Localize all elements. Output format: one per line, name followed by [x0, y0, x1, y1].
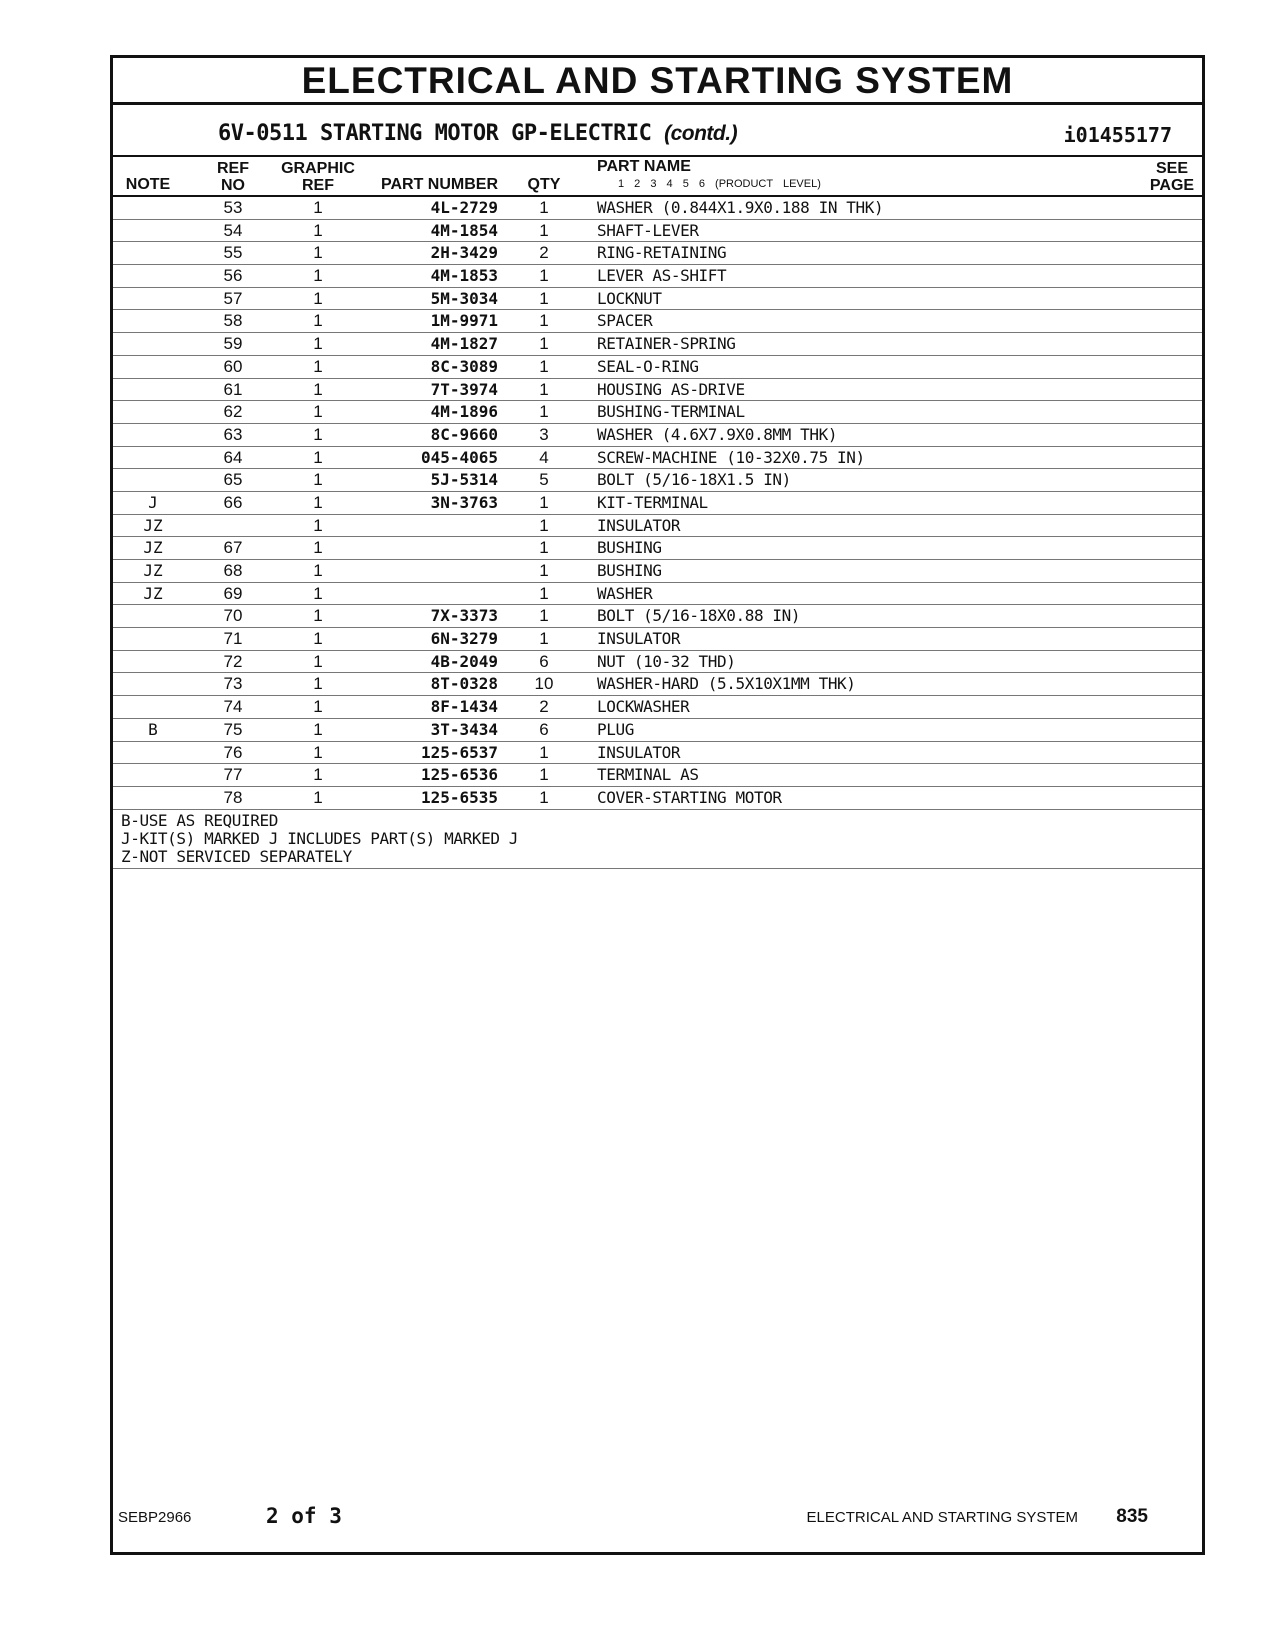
- col-see-page-line2: PAGE: [1149, 177, 1195, 194]
- row-part-name: SEAL-O-RING: [597, 356, 699, 376]
- parts-page-frame: [110, 55, 1205, 1555]
- table-row: [113, 764, 1202, 787]
- row-graphic-ref: 1: [313, 424, 323, 444]
- col-graphic-ref-line1: GRAPHIC: [281, 160, 355, 177]
- row-part-name: BOLT (5/16-18X0.88 IN): [597, 606, 801, 626]
- row-graphic-ref: 1: [313, 674, 323, 694]
- table-row: [113, 288, 1202, 311]
- row-ref-no: 61: [223, 379, 243, 399]
- row-graphic-ref: 1: [313, 538, 323, 558]
- row-part-number: 8C-3089: [430, 356, 498, 376]
- group-part-number: 6V-0511: [218, 121, 308, 146]
- table-row: [113, 583, 1202, 606]
- note-line: J-KIT(S) MARKED J INCLUDES PART(S) MARKED J: [121, 828, 519, 848]
- table-row: [113, 787, 1202, 810]
- row-graphic-ref: 1: [313, 356, 323, 376]
- row-graphic-ref: 1: [313, 719, 323, 739]
- parts-list: [113, 197, 1202, 810]
- row-ref-no: 58: [223, 311, 243, 331]
- row-note: JZ: [143, 561, 163, 580]
- row-part-name: SCREW-MACHINE (10-32X0.75 IN): [597, 447, 865, 467]
- col-ref-no-line2: NO: [221, 177, 245, 194]
- table-row: [113, 220, 1202, 243]
- row-part-number: 5J-5314: [430, 470, 498, 490]
- row-qty: 1: [539, 787, 549, 807]
- row-graphic-ref: 1: [313, 629, 323, 649]
- row-graphic-ref: 1: [313, 583, 323, 603]
- row-ref-no: 69: [223, 583, 243, 603]
- footer-page-count: 2 of 3: [266, 1504, 342, 1528]
- row-qty: 1: [539, 583, 549, 603]
- row-ref-no: 55: [223, 243, 243, 263]
- row-qty: 1: [539, 356, 549, 376]
- table-row: [113, 537, 1202, 560]
- row-part-number: 8F-1434: [430, 697, 498, 717]
- footer-doc-number: SEBP2966: [118, 1509, 192, 1526]
- note-line: B-USE AS REQUIRED: [121, 810, 278, 830]
- row-ref-no: 72: [223, 651, 243, 671]
- row-part-name: INSULATOR: [597, 629, 681, 649]
- col-part-number: PART NUMBER: [380, 176, 498, 193]
- row-part-number: 125-6537: [420, 742, 498, 762]
- row-qty: 1: [539, 198, 549, 217]
- row-part-name: INSULATOR: [597, 742, 681, 762]
- col-qty: QTY: [527, 176, 561, 193]
- row-graphic-ref: 1: [313, 765, 323, 785]
- row-part-name: LEVER AS-SHIFT: [597, 266, 727, 286]
- row-part-number: 4B-2049: [430, 651, 498, 671]
- table-row: [113, 696, 1202, 719]
- row-graphic-ref: 1: [313, 787, 323, 807]
- row-part-name: COVER-STARTING MOTOR: [597, 787, 782, 807]
- row-graphic-ref: 1: [313, 198, 323, 217]
- table-row: [113, 242, 1202, 265]
- row-qty: 3: [539, 424, 549, 444]
- column-header: [113, 157, 1202, 197]
- row-graphic-ref: 1: [313, 288, 323, 308]
- row-part-number: 045-4065: [420, 447, 498, 467]
- row-ref-no: 59: [223, 334, 243, 354]
- row-ref-no: 64: [223, 447, 243, 467]
- row-part-name: SPACER: [597, 311, 653, 331]
- row-part-number: 3T-3434: [430, 719, 498, 739]
- table-row: [113, 333, 1202, 356]
- row-ref-no: 68: [223, 561, 243, 580]
- row-ref-no: 67: [223, 538, 243, 558]
- col-ref-no-line1: REF: [217, 160, 249, 177]
- table-row: [113, 628, 1202, 651]
- row-note: J: [148, 492, 158, 512]
- row-ref-no: 75: [223, 719, 243, 739]
- row-ref-no: 57: [223, 288, 243, 308]
- table-row: [113, 742, 1202, 765]
- row-graphic-ref: 1: [313, 561, 323, 580]
- row-qty: 1: [539, 334, 549, 354]
- row-part-number: 4M-1827: [430, 334, 498, 354]
- row-ref-no: 54: [223, 220, 243, 240]
- row-qty: 1: [539, 765, 549, 785]
- row-ref-no: 76: [223, 742, 243, 762]
- row-graphic-ref: 1: [313, 243, 323, 263]
- row-graphic-ref: 1: [313, 492, 323, 512]
- table-row: [113, 447, 1202, 470]
- row-graphic-ref: 1: [313, 379, 323, 399]
- row-ref-no: 77: [223, 765, 243, 785]
- row-qty: 1: [539, 515, 549, 535]
- row-part-number: 125-6535: [420, 787, 498, 807]
- table-row: [113, 424, 1202, 447]
- row-qty: 1: [539, 379, 549, 399]
- row-qty: 5: [539, 470, 549, 490]
- row-qty: 6: [539, 651, 549, 671]
- row-part-name: LOCKWASHER: [597, 697, 690, 717]
- table-row: [113, 719, 1202, 742]
- table-row: [113, 379, 1202, 402]
- col-product-levels: 1 2 3 4 5 6 (PRODUCT LEVEL): [618, 178, 821, 190]
- row-qty: 1: [539, 402, 549, 422]
- row-note: JZ: [143, 515, 163, 535]
- row-qty: 4: [539, 447, 549, 467]
- row-qty: 1: [539, 606, 549, 626]
- row-graphic-ref: 1: [313, 334, 323, 354]
- row-part-number: 1M-9971: [430, 311, 498, 331]
- group-id: i01455177: [1063, 123, 1172, 147]
- col-see-page-line1: SEE: [1155, 160, 1188, 177]
- notes-section: [113, 810, 1202, 869]
- row-ref-no: 73: [223, 674, 243, 694]
- col-note: NOTE: [125, 176, 171, 193]
- row-part-name: WASHER: [597, 583, 653, 603]
- row-graphic-ref: 1: [313, 447, 323, 467]
- row-part-name: RING-RETAINING: [597, 243, 727, 263]
- table-row: [113, 356, 1202, 379]
- row-graphic-ref: 1: [313, 266, 323, 286]
- row-ref-no: 53: [223, 198, 243, 217]
- row-ref-no: 56: [223, 266, 243, 286]
- row-qty: 1: [539, 492, 549, 512]
- row-part-number: 3N-3763: [430, 492, 498, 512]
- row-graphic-ref: 1: [313, 470, 323, 490]
- footer-section: ELECTRICAL AND STARTING SYSTEM: [806, 1509, 1078, 1526]
- row-part-number: 5M-3034: [430, 288, 498, 308]
- table-row: [113, 673, 1202, 696]
- row-part-number: 8T-0328: [430, 674, 498, 694]
- row-part-number: 7T-3974: [430, 379, 498, 399]
- row-part-name: BOLT (5/16-18X1.5 IN): [597, 470, 791, 490]
- row-ref-no: 65: [223, 470, 243, 490]
- group-subheader: [113, 105, 1202, 157]
- row-ref-no: 70: [223, 606, 243, 626]
- table-row: [113, 469, 1202, 492]
- row-part-number: 6N-3279: [430, 629, 498, 649]
- table-row: [113, 401, 1202, 424]
- table-row: [113, 197, 1202, 220]
- row-graphic-ref: 1: [313, 651, 323, 671]
- row-note: B: [148, 719, 158, 739]
- group-title: STARTING MOTOR GP-ELECTRIC: [319, 121, 652, 146]
- group-contd: (contd.): [664, 122, 738, 145]
- page-title: ELECTRICAL AND STARTING SYSTEM: [113, 58, 1202, 105]
- row-qty: 1: [539, 629, 549, 649]
- row-graphic-ref: 1: [313, 311, 323, 331]
- row-ref-no: 62: [223, 402, 243, 422]
- table-row: [113, 560, 1202, 583]
- row-graphic-ref: 1: [313, 742, 323, 762]
- row-part-name: BUSHING: [597, 561, 662, 580]
- row-qty: 1: [539, 742, 549, 762]
- row-part-name: RETAINER-SPRING: [597, 334, 736, 354]
- row-part-number: 4L-2729: [430, 198, 498, 217]
- row-part-name: WASHER (4.6X7.9X0.8MM THK): [597, 424, 838, 444]
- row-note: JZ: [143, 583, 163, 603]
- row-qty: 1: [539, 538, 549, 558]
- row-part-name: HOUSING AS-DRIVE: [597, 379, 745, 399]
- col-graphic-ref: [273, 160, 363, 194]
- row-qty: 1: [539, 266, 549, 286]
- row-part-number: 7X-3373: [430, 606, 498, 626]
- group-heading: [218, 121, 737, 146]
- row-part-name: KIT-TERMINAL: [597, 492, 708, 512]
- row-part-name: BUSHING: [597, 538, 662, 558]
- row-part-number: 125-6536: [420, 765, 498, 785]
- row-part-name: SHAFT-LEVER: [597, 220, 699, 240]
- row-part-name: INSULATOR: [597, 515, 681, 535]
- table-row: [113, 310, 1202, 333]
- row-part-number: 2H-3429: [430, 243, 498, 263]
- row-part-number: 4M-1854: [430, 220, 498, 240]
- table-row: [113, 515, 1202, 538]
- row-part-name: LOCKNUT: [597, 288, 662, 308]
- row-qty: 2: [539, 243, 549, 263]
- row-ref-no: 66: [223, 492, 243, 512]
- row-graphic-ref: 1: [313, 402, 323, 422]
- row-qty: 1: [539, 220, 549, 240]
- row-graphic-ref: 1: [313, 515, 323, 535]
- row-qty: 6: [539, 719, 549, 739]
- note-line: Z-NOT SERVICED SEPARATELY: [121, 846, 352, 866]
- row-part-name: TERMINAL AS: [597, 765, 699, 785]
- row-note: JZ: [143, 538, 163, 558]
- row-qty: 10: [534, 674, 554, 694]
- row-part-name: PLUG: [597, 719, 634, 739]
- page-footer: [118, 1500, 1148, 1526]
- row-qty: 1: [539, 311, 549, 331]
- row-ref-no: 71: [223, 629, 243, 649]
- row-part-name: WASHER-HARD (5.5X10X1MM THK): [597, 674, 856, 694]
- row-graphic-ref: 1: [313, 220, 323, 240]
- row-qty: 1: [539, 561, 549, 580]
- row-part-name: WASHER (0.844X1.9X0.188 IN THK): [597, 198, 884, 217]
- row-part-name: NUT (10-32 THD): [597, 651, 736, 671]
- table-row: [113, 651, 1202, 674]
- table-row: [113, 492, 1202, 515]
- row-ref-no: 63: [223, 424, 243, 444]
- col-ref-no: [208, 160, 258, 194]
- col-graphic-ref-line2: REF: [302, 177, 334, 194]
- col-see-page: [1147, 160, 1197, 194]
- row-qty: 2: [539, 697, 549, 717]
- row-graphic-ref: 1: [313, 606, 323, 626]
- table-row: [113, 265, 1202, 288]
- row-part-number: 8C-9660: [430, 424, 498, 444]
- row-qty: 1: [539, 288, 549, 308]
- row-part-name: BUSHING-TERMINAL: [597, 402, 745, 422]
- row-ref-no: 74: [223, 697, 243, 717]
- row-part-number: 4M-1853: [430, 266, 498, 286]
- row-graphic-ref: 1: [313, 697, 323, 717]
- col-part-name: PART NAME: [597, 158, 691, 175]
- footer-page-number: 835: [1116, 1506, 1148, 1527]
- row-ref-no: 78: [223, 787, 243, 807]
- table-row: [113, 605, 1202, 628]
- row-ref-no: 60: [223, 356, 243, 376]
- row-part-number: 4M-1896: [430, 402, 498, 422]
